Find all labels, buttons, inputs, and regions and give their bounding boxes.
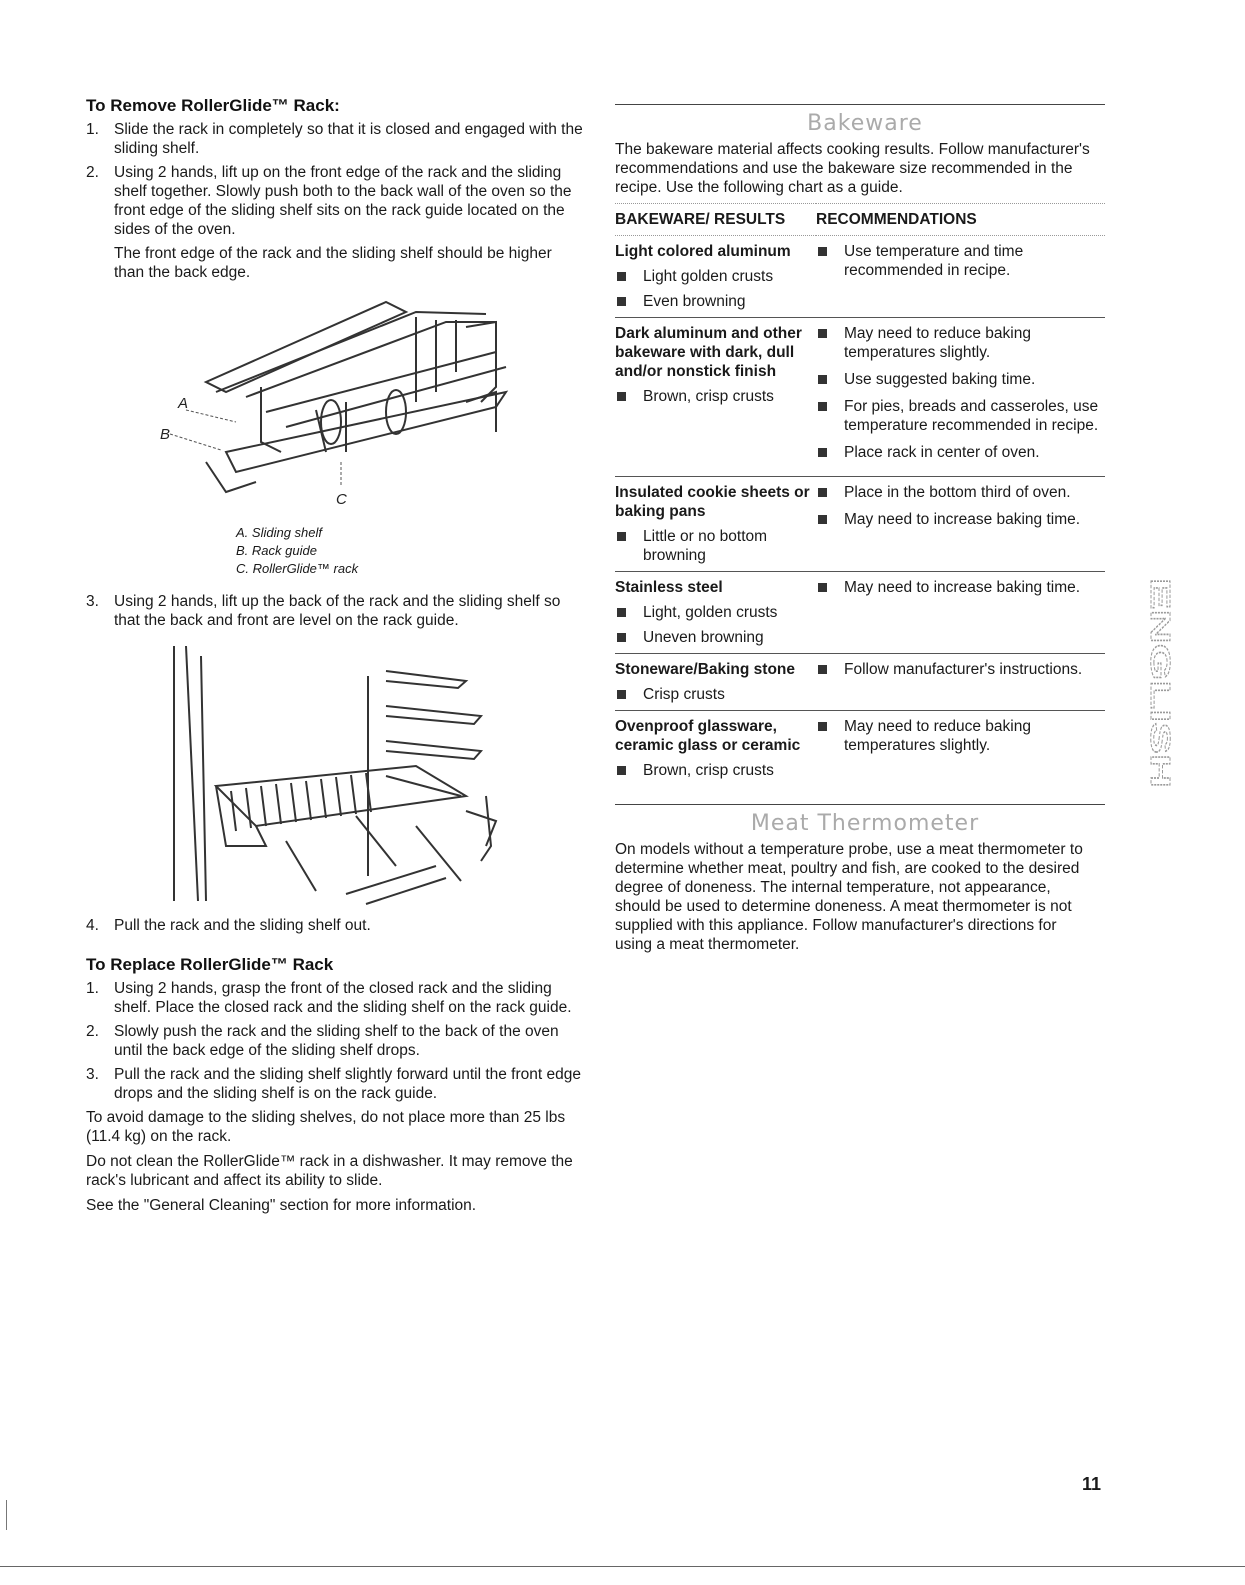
table-row [615, 318, 1105, 477]
recommendation-item: May need to increase baking time. [816, 510, 1105, 529]
list-item: 3. Pull the rack and the sliding shelf slightly forward until the front edge drops and the sliding shelf is on the rack guide. [86, 1066, 581, 1102]
remove-step-3 [86, 592, 586, 630]
remove-steps [86, 120, 586, 239]
result-item: Little or no bottom browning [615, 527, 810, 565]
weight-warning: To avoid damage to the sliding shelves, do not place more than 25 lbs (11.4 kg) on the rack. [86, 1109, 566, 1145]
oven-illustration-svg [86, 646, 586, 908]
material-name: Light colored aluminum [615, 243, 791, 260]
language-tab-svg [1127, 578, 1176, 792]
section-divider [615, 804, 1105, 805]
section-divider [615, 104, 1105, 105]
replace-rack-heading: To Replace RollerGlide™ Rack [86, 955, 334, 974]
language-tab [1127, 578, 1176, 792]
right-column [615, 96, 1115, 960]
list-item: 1. Using 2 hands, grasp the front of the closed rack and the sliding shelf. Place the closed rack and the sliding shelf on the rack guide. [86, 980, 572, 1016]
remove-rack-heading: To Remove RollerGlide™ Rack: [86, 96, 340, 115]
result-item: Uneven browning [615, 628, 810, 647]
legend-item: B. Rack guide [236, 543, 317, 558]
rack-figure-1 [86, 292, 586, 524]
margin-mark [6, 1500, 7, 1530]
result-item: Even browning [615, 292, 810, 311]
table-header-row [615, 204, 1105, 236]
replace-steps [86, 979, 586, 1103]
material-name: Insulated cookie sheets or baking pans [615, 484, 810, 520]
recommendation-item: Follow manufacturer's instructions. [816, 660, 1105, 679]
bakeware-title: Bakeware [807, 111, 923, 136]
table-row [615, 572, 1105, 654]
list-item: 4. Pull the rack and the sliding shelf out. [86, 917, 371, 934]
remove-step-4 [86, 916, 586, 935]
meat-thermometer-title: Meat Thermometer [750, 811, 980, 836]
cleaning-reference: See the "General Cleaning" section for more information. [86, 1197, 477, 1214]
recommendation-item: Place in the bottom third of oven. [816, 483, 1105, 502]
recommendation-item: Use temperature and time recommended in recipe. [816, 242, 1105, 280]
result-item: Light golden crusts [615, 267, 810, 286]
figure-legend [236, 524, 586, 578]
meat-thermometer-text: On models without a temperature probe, use a meat thermometer to determine whether meat, poultry and fish, are cooked to the desired degree of doneness. The internal temperature, not appearance, should be used to determine doneness. A meat thermometer is not supplied with this appliance. Follow manufacturer's directions for using a meat thermometer. [615, 841, 1083, 953]
callout-b: B [160, 426, 171, 443]
material-name: Stoneware/Baking stone [615, 661, 796, 678]
legend-item: C. RollerGlide™ rack [236, 561, 359, 576]
bakeware-intro: The bakeware material affects cooking results. Follow manufacturer's recommendations and use the bakeware size recommended in the recipe. Use the following chart as a guide. [615, 141, 1090, 196]
list-item: 1. Slide the rack in completely so that it is closed and engaged with the sliding shelf. [86, 121, 583, 157]
result-item: Crisp crusts [615, 685, 810, 704]
legend-item: A. Sliding shelf [236, 525, 322, 540]
list-item: 3. Using 2 hands, lift up the back of the rack and the sliding shelf so that the back and front are level on the rack guide. [86, 593, 561, 629]
material-name: Ovenproof glassware, ceramic glass or ceramic [615, 718, 801, 754]
rack-figure-2 [86, 646, 586, 908]
column-header-bakeware: BAKEWARE/ RESULTS [615, 204, 816, 236]
table-row [615, 711, 1105, 787]
page-bottom-rule [0, 1566, 1245, 1567]
material-name: Dark aluminum and other bakeware with dark, dull and/or nonstick finish [615, 325, 802, 380]
list-item: 2. Slowly push the rack and the sliding shelf to the back of the oven until the back edge of the sliding shelf drops. [86, 1023, 559, 1059]
recommendation-item: May need to reduce baking temperatures slightly. [816, 717, 1105, 755]
recommendation-item: Place rack in center of oven. [816, 443, 1105, 462]
recommendation-item: May need to increase baking time. [816, 578, 1105, 597]
list-item: 2. Using 2 hands, lift up on the front edge of the rack and the sliding shelf together. Slowly push both to the back wall of the oven so the front edge of the sliding shelf sits on the rack guide located on the sides of the oven. [86, 164, 572, 238]
callout-a: A [178, 395, 189, 412]
recommendation-item: For pies, breads and casseroles, use temperature recommended in recipe. [816, 397, 1105, 435]
result-item: Brown, crisp crusts [615, 761, 810, 780]
callout-c: C [336, 491, 347, 508]
dishwasher-warning: Do not clean the RollerGlide™ rack in a dishwasher. It may remove the rack's lubricant and affect its ability to slide. [86, 1153, 573, 1189]
table-row [615, 654, 1105, 711]
rack-illustration-svg [86, 292, 586, 524]
recommendation-item: Use suggested baking time. [816, 370, 1105, 389]
recommendation-item: May need to reduce baking temperatures slightly. [816, 324, 1105, 362]
result-item: Brown, crisp crusts [615, 387, 810, 406]
language-label: ENGLISH [1145, 578, 1176, 703]
column-header-recommendations: RECOMMENDATIONS [816, 204, 1105, 236]
bakeware-table [615, 203, 1105, 786]
result-item: Light, golden crusts [615, 603, 810, 622]
left-column [86, 96, 586, 1221]
material-name: Stainless steel [615, 579, 723, 596]
page-number: 11 [1082, 1474, 1102, 1494]
table-row [615, 236, 1105, 318]
table-row [615, 477, 1105, 572]
remove-note: The front edge of the rack and the sliding shelf should be higher than the back edge. [114, 245, 552, 281]
